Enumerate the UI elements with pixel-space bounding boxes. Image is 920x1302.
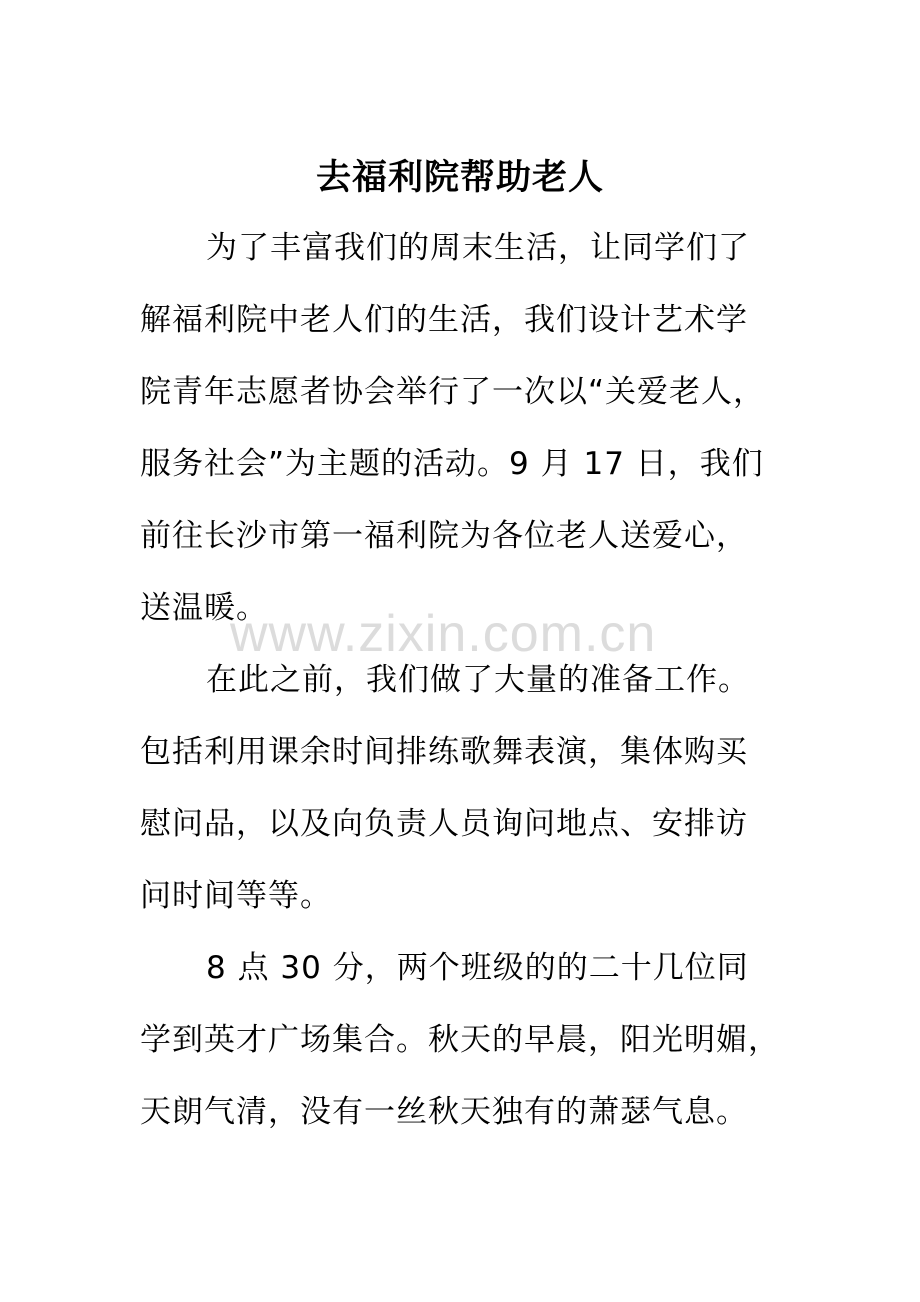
paragraph-3-line-3: 天朗气清，没有一丝秋天独有的萧瑟气息。 — [140, 1094, 748, 1130]
paragraph-2-line-2: 包括利用课余时间排练歌舞表演，集体购买 — [140, 734, 748, 770]
paragraph-3-line-1: 8 点 30 分，两个班级的的二十几位同 — [206, 950, 749, 986]
paragraph-1-line-1: 为了丰富我们的周末生活，让同学们了 — [206, 230, 750, 266]
paragraph-1-line-4: 服务社会”为主题的活动。9 月 17 日，我们 — [140, 446, 764, 482]
paragraph-2-line-1: 在此之前，我们做了大量的准备工作。 — [206, 662, 750, 698]
document-title: 去福利院帮助老人 — [315, 158, 604, 198]
paragraph-1-line-5: 前往长沙市第一福利院为各位老人送爱心， — [140, 518, 748, 554]
paragraph-2-line-3: 慰问品，以及向负责人员询问地点、安排访 — [140, 806, 748, 842]
paragraph-2-line-4: 问时间等等。 — [140, 878, 332, 914]
watermark: www.zixin.com.cn — [230, 605, 657, 663]
paragraph-1-line-3: 院青年志愿者协会举行了一次以“关爱老人， — [140, 374, 766, 410]
paragraph-1-line-6: 送温暖。 — [140, 590, 268, 626]
paragraph-3-line-2: 学到英才广场集合。秋天的早晨，阳光明媚， — [140, 1022, 780, 1058]
paragraph-1-line-2: 解福利院中老人们的生活，我们设计艺术学 — [140, 302, 748, 338]
